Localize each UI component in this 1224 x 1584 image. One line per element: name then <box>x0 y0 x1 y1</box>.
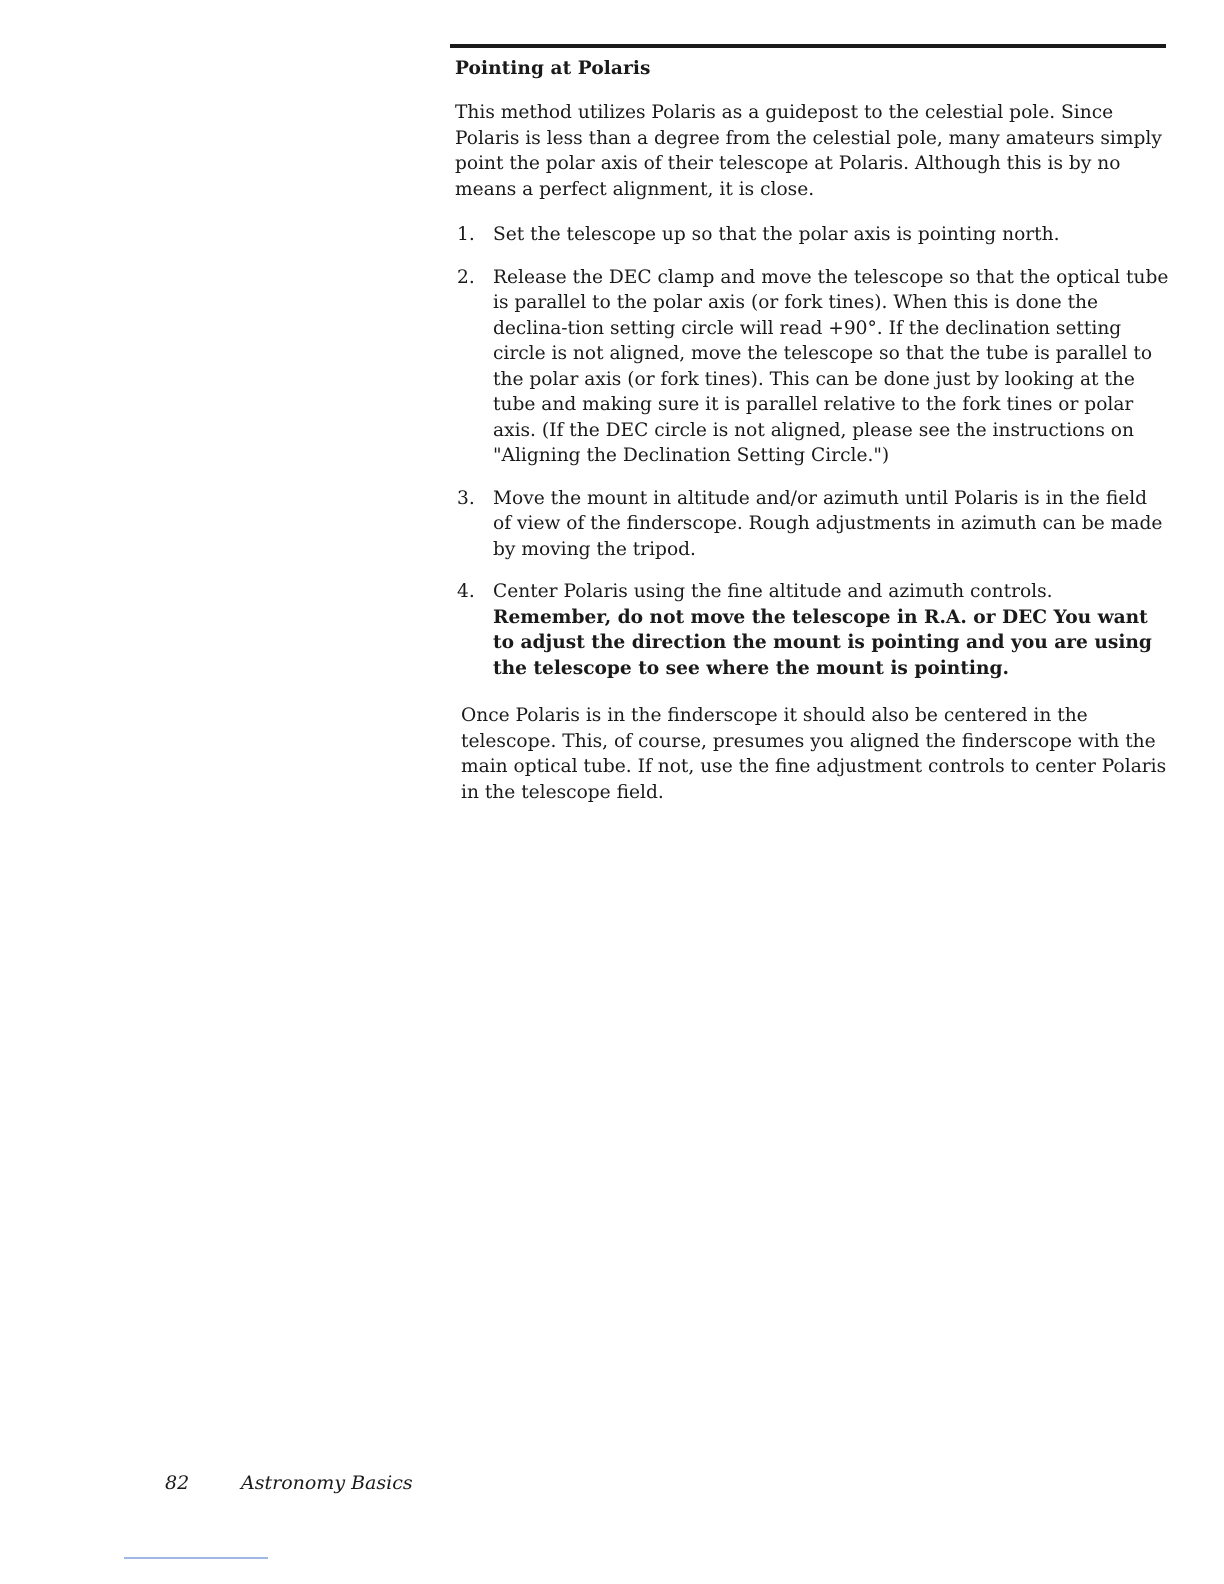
step-number: 2. <box>457 266 475 288</box>
step-emphasis-text: Remember, do not move the telescope in R.A. or DEC You want to adjust the direction the mount is pointing and you are using the telescope to see where the mount is pointing. <box>493 606 1152 679</box>
step-text: Center Polaris using the fine altitude and azimuth controls. <box>493 581 1053 602</box>
section-title: Pointing at Polaris <box>455 58 651 79</box>
page-number: 82 <box>165 1472 190 1494</box>
step-item-2 <box>455 265 1170 469</box>
bottom-edge-line <box>124 1557 268 1559</box>
section-body <box>455 100 1170 805</box>
intro-paragraph: This method utilizes Polaris as a guidepost to the celestial pole. Since Polaris is less than a degree from the celestial pole, many amateurs simply point the polar axis of their telescope at Polaris. Although this is by no means a perfect alignment, it is close. <box>455 102 1162 200</box>
page-footer <box>165 1472 413 1494</box>
step-number: 4. <box>457 581 475 602</box>
step-item-3 <box>455 486 1170 563</box>
step-number: 1. <box>457 224 475 245</box>
book-title: Astronomy Basics <box>241 1472 413 1494</box>
step-item-4 <box>455 579 1170 681</box>
step-text: Release the DEC clamp and move the telescope so that the optical tube is parallel to the polar axis (or fork tines). When this is done the declina-tion setting circle will read +90°. If the declination setting circle is not aligned, move the telescope so that the tube is parallel to the polar axis (or fork tines). This can be done just by looking at the tube and making sure it is parallel relative to the fork tines or polar axis. (If the DEC circle is not aligned, please see the instructions on "Aligning the Declination Setting Circle.") <box>493 266 1169 466</box>
steps-list <box>455 222 1170 681</box>
step-text: Set the telescope up so that the polar axis is pointing north. <box>493 224 1060 245</box>
step-item-1 <box>455 222 1170 248</box>
section-top-rule <box>450 44 1166 48</box>
step-text: Move the mount in altitude and/or azimuth until Polaris is in the field of view of the finderscope. Rough adjustments in azimuth can be made by moving the tripod. <box>493 487 1163 560</box>
step-number: 3. <box>457 487 475 509</box>
closing-paragraph: Once Polaris is in the finderscope it should also be centered in the telescope. This, of course, presumes you aligned the finderscope with the main optical tube. If not, use the fine adjustment controls to center Polaris in the telescope field. <box>461 705 1167 803</box>
